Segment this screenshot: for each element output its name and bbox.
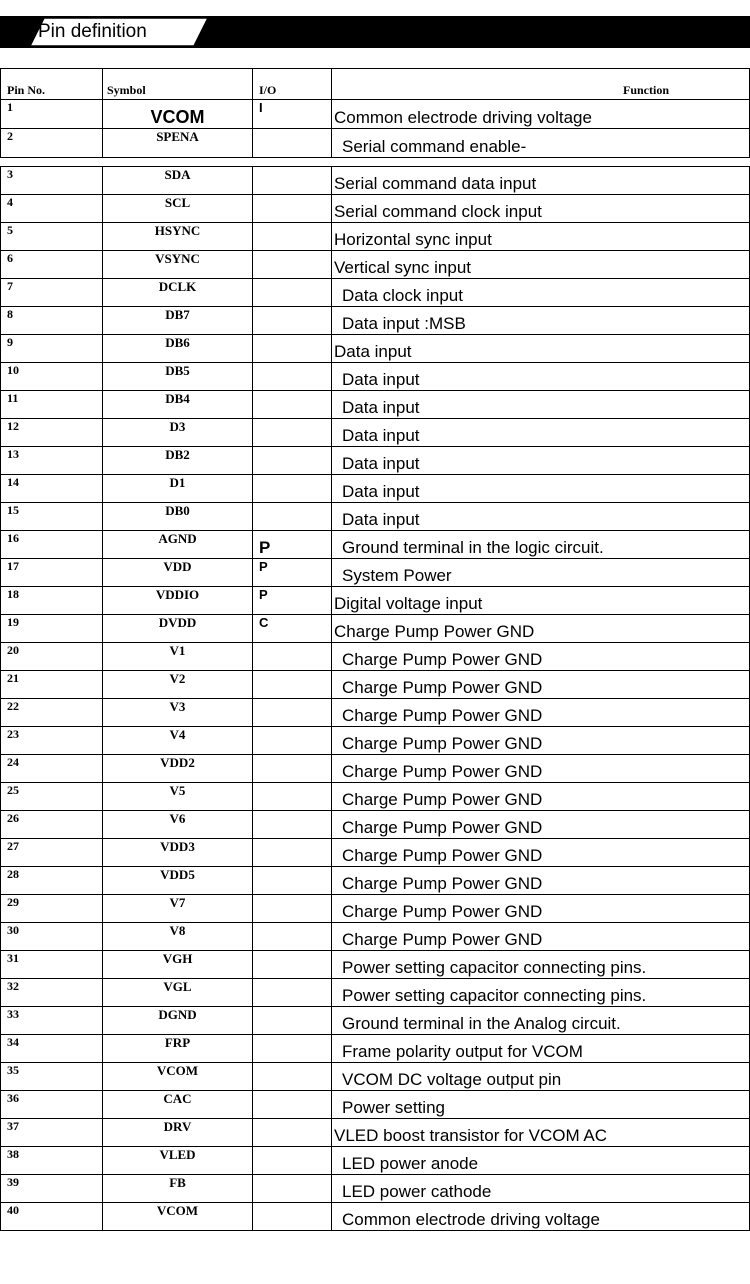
pin-io-cell — [253, 363, 332, 391]
table-row — [1, 839, 750, 867]
pin-io-cell — [253, 895, 332, 923]
pin-symbol-cell: SCL — [103, 195, 253, 223]
pin-symbol-cell: V2 — [103, 671, 253, 699]
table-row — [1, 363, 750, 391]
pin-io-cell — [253, 1007, 332, 1035]
table-row — [1, 811, 750, 839]
pin-number-cell: 18 — [1, 587, 103, 615]
table-row — [1, 923, 750, 951]
pin-io-cell — [253, 1203, 332, 1231]
pin-io-cell — [253, 1063, 332, 1091]
pin-function-cell: LED power cathode — [332, 1175, 750, 1203]
table-row — [1, 1119, 750, 1147]
pin-io-cell: C — [253, 615, 332, 643]
pin-function-cell: Charge Pump Power GND — [332, 811, 750, 839]
pin-number-cell: 6 — [1, 251, 103, 279]
table-row — [1, 979, 750, 1007]
pin-number-cell: 28 — [1, 867, 103, 895]
table-row — [1, 643, 750, 671]
table-row — [1, 100, 750, 129]
pin-function-cell: Data clock input — [332, 279, 750, 307]
pin-symbol-cell: DB7 — [103, 307, 253, 335]
table-row — [1, 951, 750, 979]
pin-symbol-cell: DB2 — [103, 447, 253, 475]
pin-io-cell — [253, 251, 332, 279]
pin-number-cell: 25 — [1, 783, 103, 811]
pin-function-cell: Data input — [332, 335, 750, 363]
pin-number-cell: 16 — [1, 531, 103, 559]
table-row — [1, 251, 750, 279]
pin-io-cell — [253, 671, 332, 699]
pin-number-cell: 36 — [1, 1091, 103, 1119]
pin-function-cell: Vertical sync input — [332, 251, 750, 279]
pin-symbol-cell: VSYNC — [103, 251, 253, 279]
pin-symbol-cell: VGL — [103, 979, 253, 1007]
pin-number-cell: 15 — [1, 503, 103, 531]
pin-io-cell — [253, 503, 332, 531]
pin-symbol-cell: VDD2 — [103, 755, 253, 783]
section-title: Pin definition — [38, 21, 147, 42]
table-row — [1, 1035, 750, 1063]
table-row — [1, 447, 750, 475]
pin-function-cell: Digital voltage input — [332, 587, 750, 615]
pin-io-cell — [253, 167, 332, 195]
pin-function-cell: Data input — [332, 363, 750, 391]
pin-io-cell — [253, 783, 332, 811]
gap-cell — [253, 158, 332, 167]
pin-number-cell: 29 — [1, 895, 103, 923]
pin-io-cell — [253, 279, 332, 307]
pin-number-cell: 3 — [1, 167, 103, 195]
pin-number-cell: 26 — [1, 811, 103, 839]
pin-symbol-cell: DGND — [103, 1007, 253, 1035]
table-row — [1, 1091, 750, 1119]
table-row — [1, 727, 750, 755]
pin-number-cell: 1 — [1, 100, 103, 129]
pin-io-cell — [253, 335, 332, 363]
pin-symbol-cell: V4 — [103, 727, 253, 755]
pin-number-cell: 5 — [1, 223, 103, 251]
pin-function-cell: Data input — [332, 391, 750, 419]
pin-io-cell — [253, 307, 332, 335]
pin-symbol-cell: VDD5 — [103, 867, 253, 895]
pin-function-cell: Charge Pump Power GND — [332, 671, 750, 699]
pin-number-cell: 40 — [1, 1203, 103, 1231]
pin-symbol-cell: DCLK — [103, 279, 253, 307]
table-row — [1, 1147, 750, 1175]
table-row — [1, 307, 750, 335]
table-row — [1, 615, 750, 643]
pin-io-cell — [253, 475, 332, 503]
pin-function-cell: VLED boost transistor for VCOM AC — [332, 1119, 750, 1147]
pin-function-cell: Charge Pump Power GND — [332, 839, 750, 867]
pin-io-cell — [253, 699, 332, 727]
pin-io-cell — [253, 1147, 332, 1175]
pin-symbol-cell: V6 — [103, 811, 253, 839]
pin-symbol-cell: SPENA — [103, 129, 253, 158]
pin-io-cell — [253, 755, 332, 783]
pin-number-cell: 2 — [1, 129, 103, 158]
table-header-row — [1, 69, 750, 100]
pin-symbol-cell: D3 — [103, 419, 253, 447]
pin-symbol-cell: SDA — [103, 167, 253, 195]
pin-number-cell: 38 — [1, 1147, 103, 1175]
pin-symbol-cell: CAC — [103, 1091, 253, 1119]
pin-function-cell: Serial command enable- — [332, 129, 750, 158]
pin-function-cell: Common electrode driving voltage — [332, 100, 750, 129]
pin-number-cell: 31 — [1, 951, 103, 979]
pin-symbol-cell: D1 — [103, 475, 253, 503]
pin-function-cell: Charge Pump Power GND — [332, 615, 750, 643]
pin-io-cell — [253, 811, 332, 839]
pin-io-cell: I — [253, 100, 332, 129]
pin-symbol-cell: DB5 — [103, 363, 253, 391]
header-io: I/O — [253, 69, 332, 100]
pin-symbol-cell: V8 — [103, 923, 253, 951]
pin-function-cell: Power setting capacitor connecting pins. — [332, 951, 750, 979]
pin-definition-table — [0, 68, 750, 1231]
pin-symbol-cell: DVDD — [103, 615, 253, 643]
pin-symbol-cell: VDD3 — [103, 839, 253, 867]
header-function: Function — [332, 69, 750, 100]
pin-number-cell: 33 — [1, 1007, 103, 1035]
pin-symbol-cell: DB6 — [103, 335, 253, 363]
table-row — [1, 587, 750, 615]
gap-cell — [1, 158, 103, 167]
header-pin-no: Pin No. — [1, 69, 103, 100]
pin-function-cell: Charge Pump Power GND — [332, 923, 750, 951]
header-symbol: Symbol — [103, 69, 253, 100]
table-row — [1, 559, 750, 587]
pin-number-cell: 39 — [1, 1175, 103, 1203]
table-row — [1, 699, 750, 727]
table-row — [1, 1063, 750, 1091]
pin-function-cell: Data input — [332, 503, 750, 531]
table-row — [1, 195, 750, 223]
pin-symbol-cell: V7 — [103, 895, 253, 923]
pin-number-cell: 24 — [1, 755, 103, 783]
pin-symbol-cell: AGND — [103, 531, 253, 559]
pin-symbol-cell: HSYNC — [103, 223, 253, 251]
pin-number-cell: 14 — [1, 475, 103, 503]
pin-function-cell: Power setting — [332, 1091, 750, 1119]
pin-io-cell — [253, 195, 332, 223]
pin-io-cell — [253, 223, 332, 251]
pin-io-cell — [253, 391, 332, 419]
pin-symbol-cell: V3 — [103, 699, 253, 727]
pin-function-cell: Charge Pump Power GND — [332, 783, 750, 811]
pin-symbol-cell: V1 — [103, 643, 253, 671]
pin-io-cell: P — [253, 587, 332, 615]
pin-number-cell: 35 — [1, 1063, 103, 1091]
pin-symbol-cell: DB4 — [103, 391, 253, 419]
pin-symbol-cell: FB — [103, 1175, 253, 1203]
table-row — [1, 335, 750, 363]
pin-number-cell: 30 — [1, 923, 103, 951]
pin-io-cell — [253, 643, 332, 671]
pin-number-cell: 11 — [1, 391, 103, 419]
table-row — [1, 867, 750, 895]
table-row — [1, 1175, 750, 1203]
table-gap-row — [1, 158, 750, 167]
pin-number-cell: 4 — [1, 195, 103, 223]
pin-io-cell — [253, 1091, 332, 1119]
pin-function-cell: Data input — [332, 447, 750, 475]
pin-function-cell: Common electrode driving voltage — [332, 1203, 750, 1231]
table-row — [1, 895, 750, 923]
pin-function-cell: Ground terminal in the logic circuit. — [332, 531, 750, 559]
pin-function-cell: Charge Pump Power GND — [332, 699, 750, 727]
pin-io-cell — [253, 923, 332, 951]
table-row — [1, 531, 750, 559]
pin-symbol-cell: FRP — [103, 1035, 253, 1063]
pin-symbol-cell: VDDIO — [103, 587, 253, 615]
pin-number-cell: 7 — [1, 279, 103, 307]
pin-io-cell: P — [253, 531, 332, 559]
pin-function-cell: System Power — [332, 559, 750, 587]
pin-io-cell — [253, 129, 332, 158]
pin-function-cell: LED power anode — [332, 1147, 750, 1175]
pin-io-cell — [253, 419, 332, 447]
pin-io-cell — [253, 979, 332, 1007]
pin-number-cell: 10 — [1, 363, 103, 391]
pin-function-cell: Serial command clock input — [332, 195, 750, 223]
pin-io-cell — [253, 727, 332, 755]
pin-function-cell: Charge Pump Power GND — [332, 755, 750, 783]
pin-symbol-cell: DB0 — [103, 503, 253, 531]
table-row — [1, 1203, 750, 1231]
pin-number-cell: 17 — [1, 559, 103, 587]
pin-number-cell: 20 — [1, 643, 103, 671]
table-row — [1, 475, 750, 503]
pin-io-cell — [253, 839, 332, 867]
pin-symbol-cell: DRV — [103, 1119, 253, 1147]
table-row — [1, 783, 750, 811]
pin-function-cell: VCOM DC voltage output pin — [332, 1063, 750, 1091]
pin-number-cell: 9 — [1, 335, 103, 363]
pin-number-cell: 23 — [1, 727, 103, 755]
pin-function-cell: Data input — [332, 475, 750, 503]
table-row — [1, 391, 750, 419]
table-row — [1, 1007, 750, 1035]
pin-symbol-cell: V5 — [103, 783, 253, 811]
pin-io-cell — [253, 1175, 332, 1203]
table-row — [1, 419, 750, 447]
pin-io-cell — [253, 447, 332, 475]
pin-number-cell: 8 — [1, 307, 103, 335]
table-row — [1, 279, 750, 307]
pin-io-cell — [253, 951, 332, 979]
pin-symbol-cell: VCOM — [103, 1203, 253, 1231]
pin-symbol-cell: VCOM — [103, 100, 253, 129]
pin-number-cell: 32 — [1, 979, 103, 1007]
gap-cell — [332, 158, 750, 167]
table-row — [1, 129, 750, 158]
pin-symbol-cell: VCOM — [103, 1063, 253, 1091]
pin-io-cell — [253, 1119, 332, 1147]
table-row — [1, 671, 750, 699]
pin-function-cell: Frame polarity output for VCOM — [332, 1035, 750, 1063]
pin-symbol-cell: VGH — [103, 951, 253, 979]
pin-function-cell: Charge Pump Power GND — [332, 895, 750, 923]
table-row — [1, 503, 750, 531]
pin-io-cell — [253, 1035, 332, 1063]
pin-io-cell — [253, 867, 332, 895]
pin-function-cell: Ground terminal in the Analog circuit. — [332, 1007, 750, 1035]
pin-function-cell: Data input :MSB — [332, 307, 750, 335]
pin-number-cell: 34 — [1, 1035, 103, 1063]
pin-number-cell: 27 — [1, 839, 103, 867]
pin-number-cell: 37 — [1, 1119, 103, 1147]
pin-number-cell: 12 — [1, 419, 103, 447]
pin-function-cell: Serial command data input — [332, 167, 750, 195]
pin-number-cell: 21 — [1, 671, 103, 699]
pin-function-cell: Charge Pump Power GND — [332, 727, 750, 755]
pin-function-cell: Power setting capacitor connecting pins. — [332, 979, 750, 1007]
table-row — [1, 755, 750, 783]
pin-function-cell: Horizontal sync input — [332, 223, 750, 251]
pin-number-cell: 13 — [1, 447, 103, 475]
pin-function-cell: Charge Pump Power GND — [332, 867, 750, 895]
pin-number-cell: 22 — [1, 699, 103, 727]
pin-function-cell: Data input — [332, 419, 750, 447]
table-row — [1, 223, 750, 251]
pin-function-cell: Charge Pump Power GND — [332, 643, 750, 671]
pin-symbol-cell: VDD — [103, 559, 253, 587]
gap-cell — [103, 158, 253, 167]
pin-io-cell: P — [253, 559, 332, 587]
pin-symbol-cell: VLED — [103, 1147, 253, 1175]
table-row — [1, 167, 750, 195]
pin-number-cell: 19 — [1, 615, 103, 643]
pin-rows — [1, 100, 750, 1231]
